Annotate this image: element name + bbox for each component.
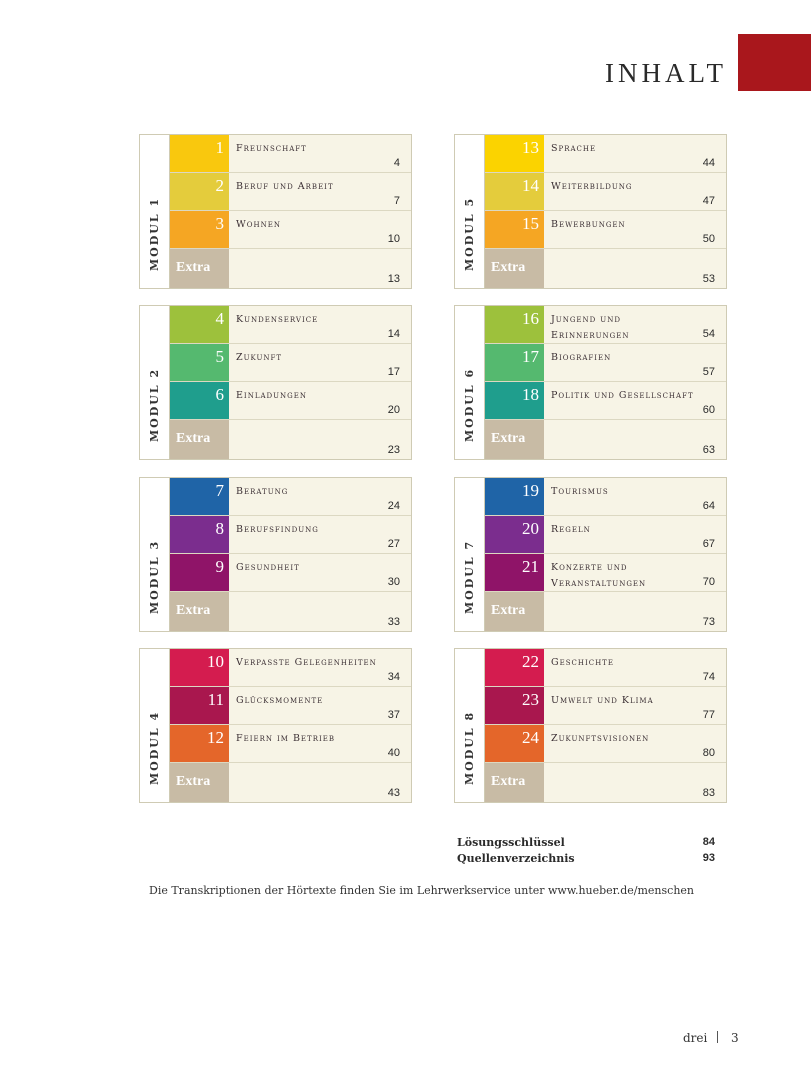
extra-row[interactable] xyxy=(485,592,726,631)
lesson-row[interactable] xyxy=(170,306,411,344)
lesson-title: Gesundheit xyxy=(236,562,300,573)
page-number: 27 xyxy=(387,538,400,550)
page-number: 64 xyxy=(702,500,715,512)
lesson-row[interactable] xyxy=(170,478,411,516)
lesson-title: Umwelt und Klima xyxy=(551,695,654,706)
lesson-row[interactable] xyxy=(485,382,726,420)
page-number: 24 xyxy=(387,500,400,512)
appendix-label: Lösungsschlüssel xyxy=(457,836,565,849)
page-number: 77 xyxy=(702,709,715,721)
page-number: 13 xyxy=(387,273,400,285)
lesson-title: Feiern im Betrieb xyxy=(236,733,335,744)
lesson-row[interactable] xyxy=(170,516,411,554)
lesson-row[interactable] xyxy=(485,554,726,592)
lesson-title: Weiterbildung xyxy=(551,181,633,192)
lesson-title: Wohnen xyxy=(236,219,281,230)
module-box xyxy=(454,477,727,632)
lesson-title: Jungend und Erinnerungen xyxy=(551,314,630,341)
page-number: 7 xyxy=(393,195,400,207)
lesson-number: 17 xyxy=(485,344,544,381)
extra-label: Extra xyxy=(170,249,229,288)
lesson-row[interactable] xyxy=(485,478,726,516)
transcription-note: Die Transkriptionen der Hörtexte finden Sie im Lehrwerkservice unter www.hueber.de/menschen xyxy=(149,884,694,897)
lesson-title: Kundenservice xyxy=(236,314,319,325)
lesson-title: Zukunftsvisionen xyxy=(551,733,650,744)
module-label-text: MODUL 2 xyxy=(148,367,161,442)
appendix-label: Quellenverzeichnis xyxy=(457,852,575,865)
lesson-title: Regeln xyxy=(551,524,591,535)
lesson-title: Verpasste Gelegenheiten xyxy=(236,657,377,668)
lesson-number: 15 xyxy=(485,211,544,248)
footer-page-number: 3 xyxy=(731,1031,739,1045)
lesson-title: Politik und Gesellschaft xyxy=(551,390,694,401)
page-number: 37 xyxy=(387,709,400,721)
lesson-number: 21 xyxy=(485,554,544,591)
lesson-row[interactable] xyxy=(485,135,726,173)
page-number: 4 xyxy=(393,157,400,169)
lesson-row[interactable] xyxy=(170,382,411,420)
module-label-text: MODUL 4 xyxy=(148,710,161,785)
page-number: 44 xyxy=(702,157,715,169)
lesson-row[interactable] xyxy=(170,135,411,173)
lesson-row[interactable] xyxy=(170,649,411,687)
lesson-title: Freunschaft xyxy=(236,143,307,154)
page-number: 34 xyxy=(387,671,400,683)
module-box xyxy=(139,648,412,803)
module-label-text: MODUL 5 xyxy=(463,196,476,271)
page-number: 80 xyxy=(702,747,715,759)
module-label xyxy=(455,478,485,631)
lesson-number: 7 xyxy=(170,478,229,515)
lesson-number: 6 xyxy=(170,382,229,419)
module-box xyxy=(139,477,412,632)
lesson-row[interactable] xyxy=(170,554,411,592)
module-label xyxy=(140,135,170,288)
lesson-number: 10 xyxy=(170,649,229,686)
lesson-number: 18 xyxy=(485,382,544,419)
module-label xyxy=(140,306,170,459)
lesson-number: 4 xyxy=(170,306,229,343)
lesson-title: Tourismus xyxy=(551,486,609,497)
page-number: 43 xyxy=(387,787,400,799)
lesson-number: 16 xyxy=(485,306,544,343)
extra-row[interactable] xyxy=(485,249,726,288)
lesson-title: Glücksmomente xyxy=(236,695,324,706)
lesson-number: 11 xyxy=(170,687,229,724)
page-number: 23 xyxy=(387,444,400,456)
lesson-row[interactable] xyxy=(170,687,411,725)
lesson-number: 1 xyxy=(170,135,229,172)
lesson-title: Einladungen xyxy=(236,390,307,401)
lesson-row[interactable] xyxy=(485,725,726,763)
page-number: 30 xyxy=(387,576,400,588)
lesson-number: 12 xyxy=(170,725,229,762)
module-label xyxy=(455,306,485,459)
lesson-title: Konzerte und Veranstaltungen xyxy=(551,562,647,589)
extra-label: Extra xyxy=(485,763,544,802)
extra-label: Extra xyxy=(485,592,544,631)
extra-label: Extra xyxy=(170,763,229,802)
page-number: 83 xyxy=(702,787,715,799)
lesson-number: 20 xyxy=(485,516,544,553)
lesson-row[interactable] xyxy=(170,211,411,249)
extra-row[interactable] xyxy=(170,763,411,802)
page-number: 63 xyxy=(702,444,715,456)
lesson-number: 19 xyxy=(485,478,544,515)
module-label-text: MODUL 6 xyxy=(463,367,476,442)
lesson-row[interactable] xyxy=(170,344,411,382)
page-number: 54 xyxy=(702,328,715,340)
page-number: 53 xyxy=(702,273,715,285)
header-accent-tab xyxy=(738,34,811,91)
appendix-page: 93 xyxy=(702,852,715,864)
appendix-page: 84 xyxy=(702,836,715,848)
extra-row[interactable] xyxy=(170,592,411,631)
lesson-number: 13 xyxy=(485,135,544,172)
extra-label: Extra xyxy=(485,420,544,459)
page-number: 14 xyxy=(387,328,400,340)
lesson-row[interactable] xyxy=(485,173,726,211)
lesson-title: Bewerbungen xyxy=(551,219,626,230)
lesson-number: 14 xyxy=(485,173,544,210)
page-number: 33 xyxy=(387,616,400,628)
extra-label: Extra xyxy=(170,420,229,459)
lesson-number: 22 xyxy=(485,649,544,686)
lesson-title: Berufsfindung xyxy=(236,524,319,535)
lesson-number: 2 xyxy=(170,173,229,210)
lesson-title: Zukunft xyxy=(236,352,283,363)
lesson-row[interactable] xyxy=(170,725,411,763)
lesson-number: 23 xyxy=(485,687,544,724)
module-label xyxy=(455,135,485,288)
lesson-title: Beruf und Arbeit xyxy=(236,181,334,192)
module-label xyxy=(140,478,170,631)
lesson-number: 8 xyxy=(170,516,229,553)
module-box xyxy=(454,648,727,803)
module-box xyxy=(454,134,727,289)
extra-label: Extra xyxy=(485,249,544,288)
page-number: 57 xyxy=(702,366,715,378)
extra-row[interactable] xyxy=(485,420,726,459)
lesson-row[interactable] xyxy=(485,344,726,382)
module-box xyxy=(139,134,412,289)
page-number: 17 xyxy=(387,366,400,378)
module-box xyxy=(139,305,412,460)
extra-row[interactable] xyxy=(485,763,726,802)
page-number: 73 xyxy=(702,616,715,628)
footer-separator xyxy=(717,1031,718,1043)
lesson-row[interactable] xyxy=(485,687,726,725)
page-title: INHALT xyxy=(605,58,727,88)
extra-row[interactable] xyxy=(170,249,411,288)
page-number: 50 xyxy=(702,233,715,245)
lesson-row[interactable] xyxy=(485,649,726,687)
lesson-number: 9 xyxy=(170,554,229,591)
lesson-title: Geschichte xyxy=(551,657,614,668)
page-number: 10 xyxy=(387,233,400,245)
module-label-text: MODUL 8 xyxy=(463,710,476,785)
lesson-number: 3 xyxy=(170,211,229,248)
module-box xyxy=(454,305,727,460)
lesson-number: 5 xyxy=(170,344,229,381)
module-label-text: MODUL 7 xyxy=(463,539,476,614)
page-number: 60 xyxy=(702,404,715,416)
page-number: 70 xyxy=(702,576,715,588)
lesson-title: Biografien xyxy=(551,352,612,363)
page-number: 74 xyxy=(702,671,715,683)
footer-page-word: drei xyxy=(683,1031,708,1045)
page-number: 67 xyxy=(702,538,715,550)
lesson-row[interactable] xyxy=(170,173,411,211)
module-label xyxy=(140,649,170,802)
extra-label: Extra xyxy=(170,592,229,631)
lesson-title: Sprache xyxy=(551,143,597,154)
lesson-title: Beratung xyxy=(236,486,289,497)
page-number: 47 xyxy=(702,195,715,207)
lesson-row[interactable] xyxy=(485,516,726,554)
module-label xyxy=(455,649,485,802)
page-number: 20 xyxy=(387,404,400,416)
lesson-row[interactable] xyxy=(485,306,726,344)
module-label-text: MODUL 3 xyxy=(148,539,161,614)
extra-row[interactable] xyxy=(170,420,411,459)
lesson-number: 24 xyxy=(485,725,544,762)
module-label-text: MODUL 1 xyxy=(148,196,161,271)
lesson-row[interactable] xyxy=(485,211,726,249)
page-number: 40 xyxy=(387,747,400,759)
